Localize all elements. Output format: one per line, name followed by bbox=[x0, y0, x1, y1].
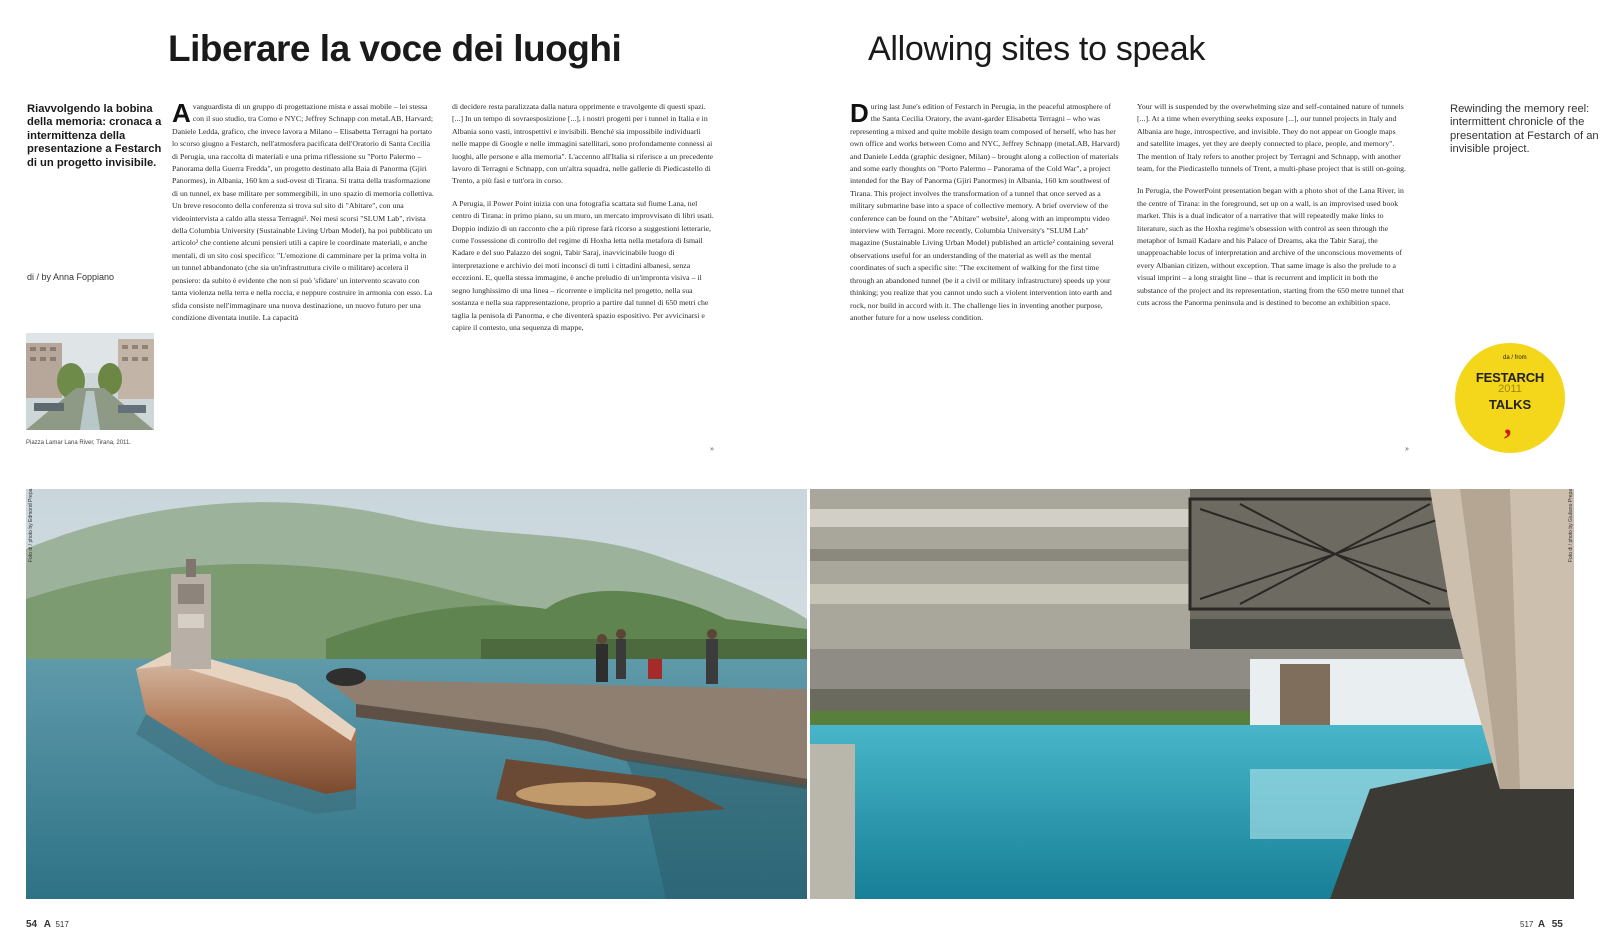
english-column-2 bbox=[1137, 101, 1407, 320]
english-column-1 bbox=[850, 98, 1120, 324]
english-paragraph-3: In Perugia, the PowerPoint presentation began with a photo shot of the Lana River, in the centre of Tirana: in the foreground, set up on a wall, is an improvised used book market. This is a dual indicator of a narrative that will repeatedly make links to literature, such as the Hoxha regime's obsession with control as seen through the metaphor of Ismail Kadare and his Palace of Dreams, aka the Tabir Saraj, the unapproachable locus of interpretation and archive of the unconscious movements of every Albanian citizen, without exception. That same image is also the prelude to a visual imprint – a long straight line – that is recurrent and implicit in both the substance of the project and its representation, starting from the 650 metre tunnel that cuts across the Panorma peninsula and is destined to become an exhibition space. bbox=[1137, 186, 1404, 308]
badge-talks-label: TALKS bbox=[1488, 397, 1532, 412]
italian-paragraph-1: vanguardista di un gruppo di progettazione mista e assai mobile – lei stessa con il suo studio, tra Como e NYC; Jeffrey Schnapp con metaLAB, Harvard; Daniele Ledda, grafico, che invece lavora a Milano – Elisabetta Terragni ha portato lo scorso giugno a Festarch, nell'atmosfera pacificata dell'Oratorio di Santa Cecilia di Perugia, una raccolta di materiali e una prima riflessione su "Porto Palermo – Panorama della Guerra Fredda", un progetto destinato alla Baia di Panorma (Gjiri Panormes), in Albania, 160 km a sud-ovest di Tirana. Si tratta della trasformazione di un tunnel, ex base militare per sommergibili, in uno spazio di memoria collettiva. Un breve resoconto della conferenza si trova sul sito di "Abitare", con una videointervista a caldo alla stessa Terragni¹. Nei mesi scorsi "SLUM Lab", rivista della Columbia University (Sustainable Living Urban Model), ha poi pubblicato un articolo² che contiene alcuni pensieri utili a capire le coordinate materiali, e anche mentali, di un sito così specifico: "L'emozione di camminare per la prima volta in un tunnel abbandonato (che sia un'infrastruttura civile o militare) accelera il pensiero: da subito è evidente che non si può 'sfidare' un intervento scavato con tanta violenza nella terra e nella roccia, e neppure costruire in armonia con esso. La sfida consiste nell'immaginare una nuova destinazione, un nuovo futuro per una condizione diventata inutile. La capacità bbox=[172, 102, 434, 322]
abitare-logo-left: A bbox=[43, 919, 52, 930]
dropcap-italian: A bbox=[172, 98, 191, 128]
issue-number-right: 517 bbox=[1520, 920, 1534, 929]
badge-festarch-label: FESTARCH bbox=[1475, 370, 1545, 385]
badge-comma-mark: , bbox=[1504, 408, 1512, 441]
subtitle-italian: Riavvolgendo la bobina della memoria: cronaca a intermittenza della presentazione a Festarch di un progetto invisibile. bbox=[27, 103, 162, 169]
dropcap-english: D bbox=[850, 98, 869, 128]
english-paragraph-2: Your will is suspended by the overwhelming size and self-contained nature of tunnels [...]. At a time when everything seeks exposure [...], our tunnel projects in Italy and Albania are huge, introspective, and invisible. They do not appear on Google maps and satellite images, yet they are deeply connected to place, people, and memory". The mention of Italy refers to another project by Terragni and Schnapp, with another team, for the Piedicastello tunnels of Trent, a multi-phase project that is still on-going. bbox=[1137, 102, 1406, 174]
tunnel-water-photo bbox=[810, 489, 1574, 899]
italian-paragraph-2: di decidere resta paralizzata dalla natura opprimente e travolgente di questi spazi. [...] In un tempo di sovraesposizione [...], i nostri progetti per i tunnel in Italia e in Albania sono vasti, introspettivi e invisibili. Benché sia impossibile individuarli nelle mappe di Google e nelle immagini satellitari, sono profondamente connessi ai luoghi, alle persone e alla memoria". L'accenno all'Italia si riferisce a un precedente lavoro di Terragni e Schnapp, con un'altra squadra, nelle gallerie di Piedicastello di Trento, a più fasi e tutt'ora in corso. bbox=[452, 102, 714, 186]
title-italian: Liberare la voce dei luoghi bbox=[168, 28, 622, 69]
page-number-left: 54 bbox=[26, 919, 38, 930]
badge-year-label: 2011 bbox=[1498, 383, 1522, 395]
folio-left bbox=[26, 919, 69, 930]
issue-number-left: 517 bbox=[55, 920, 69, 929]
thumbnail-caption: Piazza Lamar Lana River, Tirana, 2011. bbox=[26, 440, 131, 446]
title-english: Allowing sites to speak bbox=[868, 30, 1206, 68]
submarine-pier-photo bbox=[26, 489, 807, 899]
continue-mark-left: » bbox=[710, 444, 714, 453]
abitare-logo-right: A bbox=[1537, 919, 1546, 930]
continue-mark-right: » bbox=[1405, 444, 1409, 453]
subtitle-english: Rewinding the memory reel: intermittent chronicle of the presentation at Festarch of an invisible project. bbox=[1450, 103, 1599, 156]
badge-from-label: da / from bbox=[1503, 355, 1527, 361]
thumbnail-photo bbox=[26, 333, 154, 430]
english-paragraph-1: uring last June's edition of Festarch in Perugia, in the peaceful atmosphere of the Santa Cecilia Oratory, the avant-garder Elisabetta Terragni – who was representing a mixed and quite mobile design team composed of herself, who has her own office and works between Como and NYC, Jeffrey Schnapp (metaLAB, Harvard) and Daniele Ledda (graphic designer, Milan) – brought along a collection of materials and some early thoughts on "Porto Palermo – Panorama of the Cold War", a project intended for the Bay of Panorma (Gjiri Panormes) in Albania, 160 km southwest of Tirana. This project involves the transformation of a tunnel that once served as a military submarine base into a space of collective memory. A brief overview of the conference can be found on the "Abitare" website¹, along with an impromptu video interview with Terragni. More recently, Columbia University's "SLUM Lab" magazine (Sustainable Living Urban Model) published an article² containing several observations useful for an understanding of the material as well as the mental coordinates of such a specific site: "The excitement of walking for the first time through an abandoned tunnel (be it a civil or military infrastructure) speeds up your thinking; you realize that you cannot undo such a violent intervention into earth and rock, nor build in accord with it. The challenge lies in inventing another purpose, another future for a now useless condition. bbox=[850, 102, 1120, 322]
photo-credit-left: Foto di / photo by Edmond Prepa bbox=[28, 488, 34, 562]
italian-paragraph-3: A Perugia, il Power Point inizia con una fotografia scattata sul fiume Lana, nel centro di Tirana: in primo piano, su un muro, un mercato improvvisato di libri usati. Doppio indizio di un racconto che a più riprese farà ricorso a suggestioni letterarie, come l'ossessione di controllo del regime di Hoxha letta nella metafora di Ismail Kadare e del suo Palazzo dei sogni, Tabir Saraj, inavvicinabile luogo di interpretazione e archivio dei moti inconsci di tutti i cittadini albanesi, senza eccezioni. E, quella stessa immagine, è anche preludio di un'impronta visiva – il segno lunghissimo di una linea – ricorrente e implicita nel progetto, nella sua sostanza e nella sua rappresentazione, proprio a partire dal tunnel di 650 metri che taglia la penisola di Panorma, e che diventerà spazio espositivo. Per avvicinarsi e capire il contesto, una sequenza di mappe, bbox=[452, 198, 714, 332]
folio-right bbox=[1520, 919, 1563, 930]
photo-credit-right: Foto di / photo by Giuliano Prepa bbox=[1568, 488, 1574, 562]
byline: di / by Anna Foppiano bbox=[27, 272, 115, 282]
italian-column-2 bbox=[452, 101, 714, 344]
italian-column-1 bbox=[172, 98, 434, 324]
page-number-right: 55 bbox=[1551, 919, 1563, 930]
